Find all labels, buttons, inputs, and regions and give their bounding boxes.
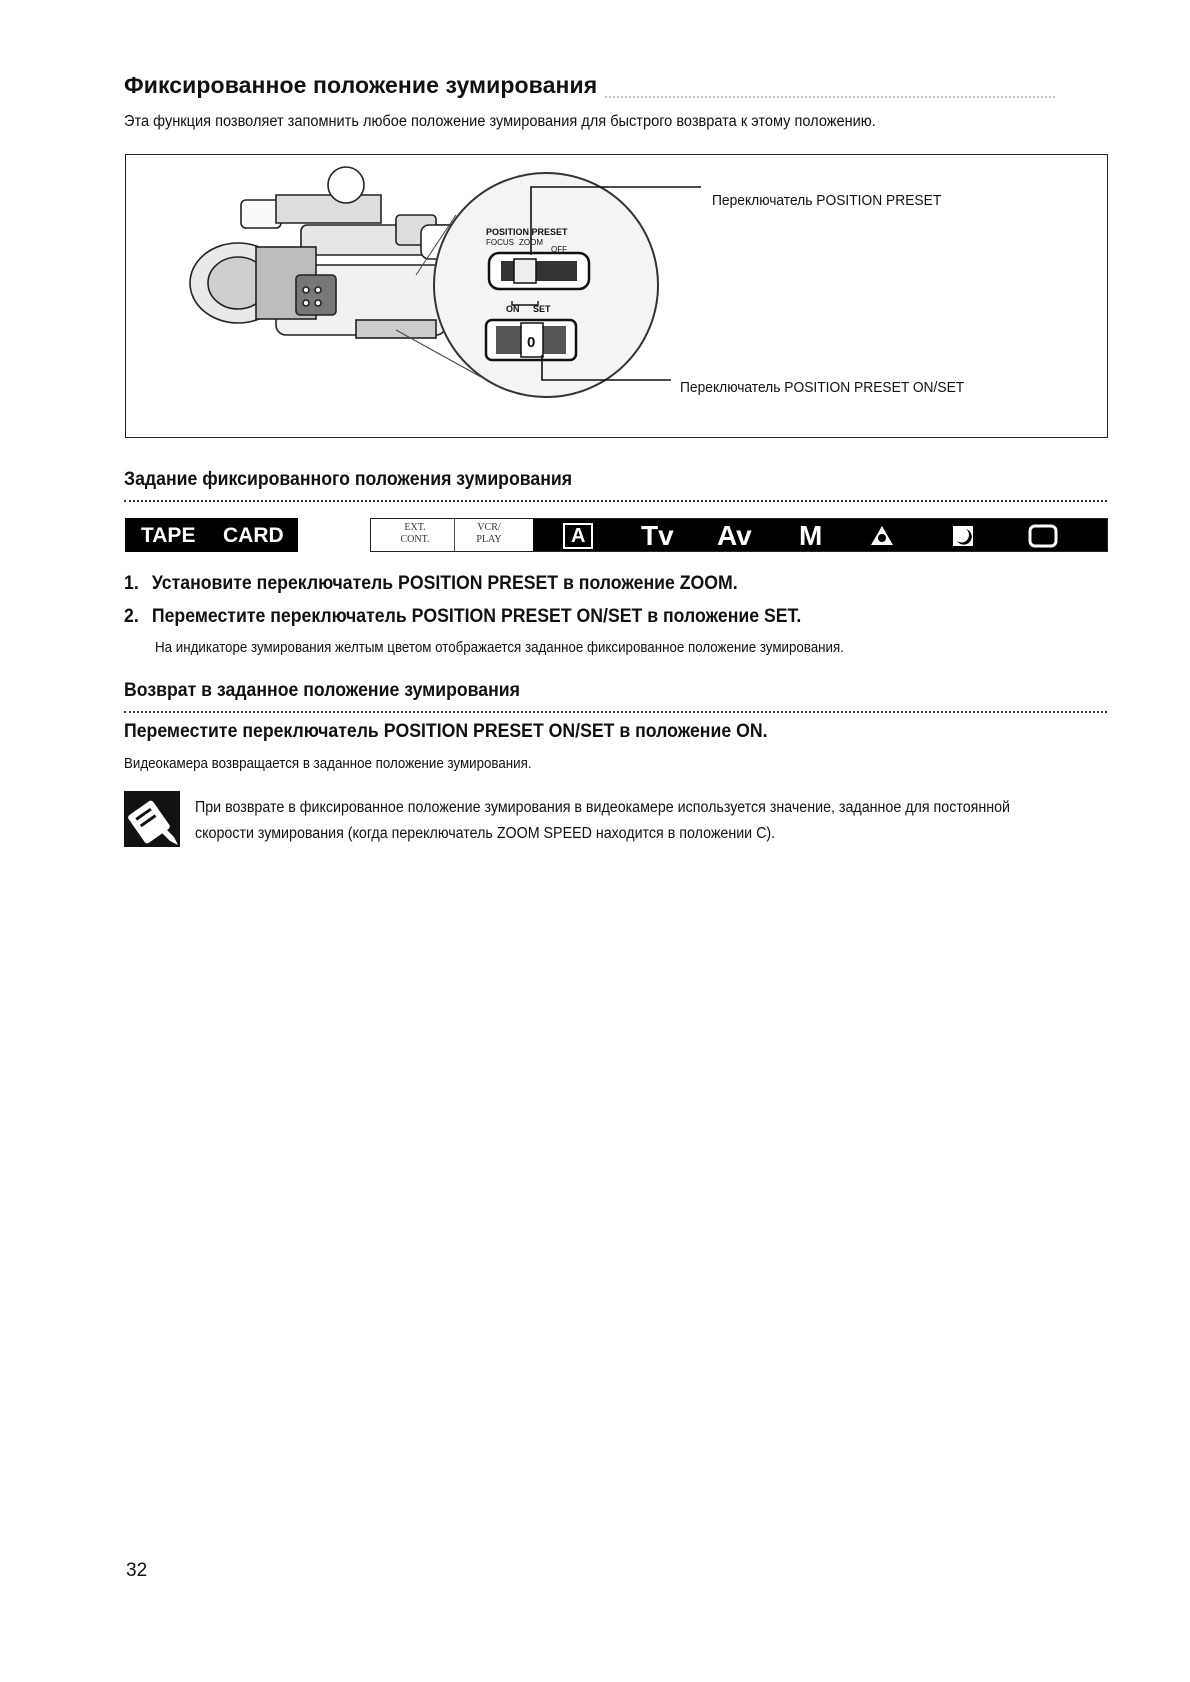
easy-mode-icon bbox=[1028, 524, 1058, 548]
section-heading-set: Задание фиксированного положения зумирования bbox=[124, 469, 573, 490]
mode-m: M bbox=[799, 520, 823, 551]
step-text: Установите переключатель POSITION PRESET в положение ZOOM. bbox=[151, 573, 738, 594]
mode-tv: Tv bbox=[641, 520, 674, 551]
step-2-note: На индикаторе зумирования желтым цветом отображается заданное фиксированное положение зумирования. bbox=[155, 640, 844, 656]
note-pencil-icon bbox=[124, 791, 180, 847]
mode-av: Av bbox=[717, 520, 752, 551]
step-text: Переместите переключатель POSITION PRESET ON/SET в положение SET. bbox=[151, 606, 802, 627]
section-heading-return: Возврат в заданное положение зумирования bbox=[124, 680, 520, 701]
media-card-label: CARD bbox=[223, 524, 284, 547]
mode-ext-cont: EXT. CONT. bbox=[400, 522, 430, 545]
mode-indicator-bar bbox=[370, 518, 1108, 552]
switch-label: POSITION PRESET bbox=[486, 227, 568, 237]
camera-modes bbox=[533, 519, 1107, 551]
night-mode-icon bbox=[952, 525, 974, 547]
camcorder-drawing bbox=[126, 155, 1109, 439]
intro-text: Эта функция позволяет запомнить любое положение зумирования для быстрого возврата к этому положению. bbox=[124, 113, 876, 130]
switch-zoom-label: ZOOM bbox=[519, 238, 543, 247]
step-number: 2. bbox=[124, 606, 139, 627]
switch-off-label: OFF bbox=[551, 245, 567, 254]
step-number: 1. bbox=[124, 573, 139, 594]
page-title: Фиксированное положение зумирования bbox=[124, 72, 598, 98]
note-text: При возврате в фиксированное положение зумирования в видеокамере используется значение, заданное для постоянной скорости зумирования (когда переключатель ZOOM SPEED находится в положении C). bbox=[195, 799, 1011, 842]
mode-vcr-play: VCR/ PLAY bbox=[476, 522, 502, 545]
camcorder-illustration bbox=[125, 154, 1108, 438]
title-divider bbox=[605, 96, 1055, 98]
step-1 bbox=[124, 573, 738, 595]
media-tape-label: TAPE bbox=[141, 524, 196, 547]
spotlight-mode-icon bbox=[870, 525, 894, 547]
switch-focus-label: FOCUS bbox=[486, 238, 514, 247]
switch-set-label: SET bbox=[533, 304, 551, 314]
switch-on-label: ON bbox=[506, 304, 520, 314]
page-number: 32 bbox=[126, 1560, 148, 1581]
mode-auto: A bbox=[563, 523, 593, 549]
return-action: Переместите переключатель POSITION PRESET ON/SET в положение ON. bbox=[124, 721, 768, 742]
step-2 bbox=[124, 606, 801, 628]
section-divider bbox=[124, 500, 1107, 502]
return-note: Видеокамера возвращается в заданное положение зумирования. bbox=[124, 756, 532, 772]
media-indicator-bar bbox=[125, 518, 298, 552]
section-divider bbox=[124, 711, 1107, 713]
callout-position-preset: Переключатель POSITION PRESET bbox=[712, 192, 942, 209]
callout-position-preset-onset: Переключатель POSITION PRESET ON/SET bbox=[680, 379, 965, 396]
svg-text:0: 0 bbox=[527, 334, 536, 351]
